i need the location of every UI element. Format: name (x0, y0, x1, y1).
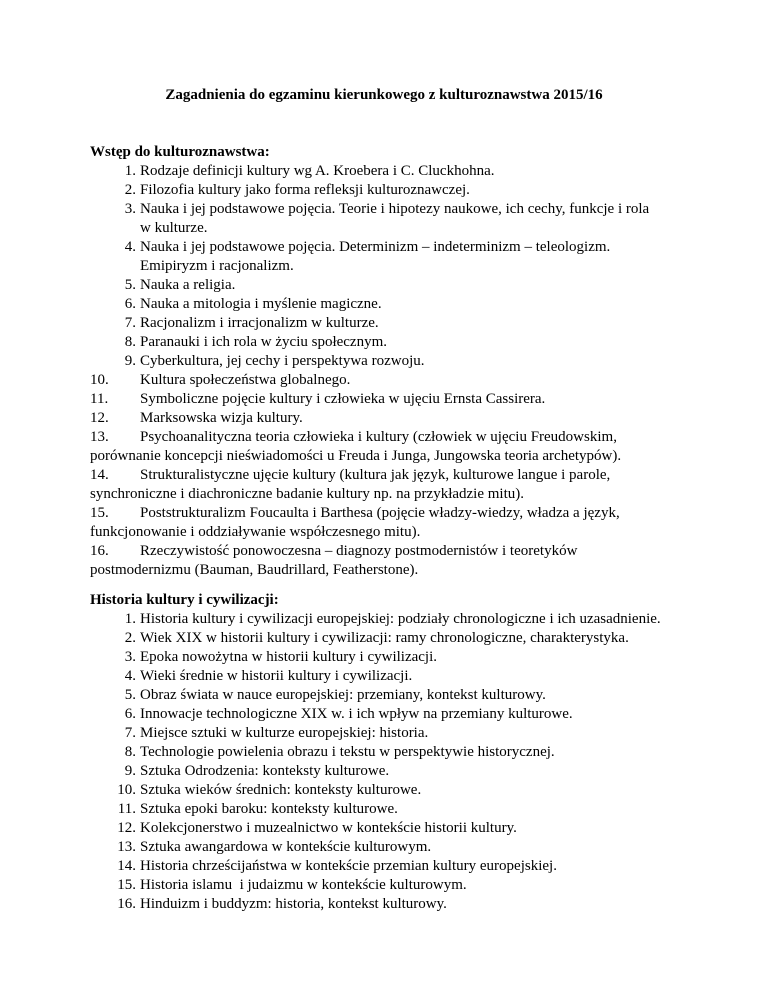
list-item: 11. Sztuka epoki baroku: konteksty kulturowe. (117, 801, 398, 817)
list-item: 4. Nauka i jej podstawowe pojęcia. Determinizm – indeterminizm – teleologizm. Emipiryzm i racjonalizm. (124, 239, 611, 274)
section-heading-wstep: Wstęp do kulturoznawstwa: (90, 144, 270, 160)
list-item: 14. Historia chrześcijaństwa w kontekście przemian kultury europejskiej. (117, 858, 557, 874)
list-item: 2. Wiek XIX w historii kultury i cywilizacji: ramy chronologiczne, charakterystyka. (124, 630, 629, 646)
list-item: 13. Sztuka awangardowa w kontekście kulturowym. (117, 839, 432, 855)
list-item: 11. Symboliczne pojęcie kultury i człowieka w ujęciu Ernsta Cassirera. (90, 391, 546, 407)
list-item: 10. Sztuka wieków średnich: konteksty kulturowe. (117, 782, 422, 798)
list-item: 10. Kultura społeczeństwa globalnego. (90, 372, 351, 388)
list-item: 14. Strukturalistyczne ujęcie kultury (kultura jak język, kulturowe langue i parole, synchroniczne i diachroniczne badanie kultury np. na przykładzie mitu). (90, 467, 611, 502)
list-item: 13. Psychoanalityczna teoria człowieka i kultury (człowiek w ujęciu Freudowskim, porównanie koncepcji nieświadomości u Freuda i Junga, Jungowska teoria archetypów). (90, 429, 622, 464)
list-item: 12. Marksowska wizja kultury. (90, 410, 303, 426)
list-item: 9. Sztuka Odrodzenia: konteksty kulturowe. (124, 763, 390, 779)
list-item: 3. Nauka i jej podstawowe pojęcia. Teorie i hipotezy naukowe, ich cechy, funkcje i rola w kulturze. (124, 201, 650, 236)
list-item: 16. Rzeczywistość ponowoczesna – diagnozy postmodernistów i teoretyków postmodernizmu (Bauman, Baudrillard, Featherstone). (90, 543, 578, 578)
list-item: 16. Hinduizm i buddyzm: historia, kontekst kulturowy. (117, 896, 447, 912)
list-item: 15. Poststrukturalizm Foucaulta i Barthesa (pojęcie władzy-wiedzy, władza a język, funkcjonowanie i oddziaływanie współczesnego mitu). (90, 505, 620, 540)
list-item: 3. Epoka nowożytna w historii kultury i cywilizacji. (124, 649, 438, 665)
list-item: 8. Technologie powielenia obrazu i tekstu w perspektywie historycznej. (124, 744, 555, 760)
list-item: 1. Historia kultury i cywilizacji europejskiej: podziały chronologiczne i ich uzasadnienie. (124, 611, 661, 627)
list-item: 12. Kolekcjonerstwo i muzealnictwo w kontekście historii kultury. (117, 820, 517, 836)
list-item: 2. Filozofia kultury jako forma refleksji kulturoznawczej. (124, 182, 470, 198)
list-item: 7. Racjonalizm i irracjonalizm w kulturze. (124, 315, 379, 331)
list-item: 7. Miejsce sztuki w kulturze europejskiej: historia. (124, 725, 429, 741)
list-item: 1. Rodzaje definicji kultury wg A. Kroebera i C. Cluckhohna. (124, 163, 495, 179)
document-title: Zagadnienia do egzaminu kierunkowego z kulturoznawstwa 2015/16 (165, 87, 603, 103)
list-item: 15. Historia islamu i judaizmu w kontekście kulturowym. (117, 877, 467, 893)
list-item: 6. Nauka a mitologia i myślenie magiczne. (124, 296, 382, 312)
list-item: 5. Nauka a religia. (124, 277, 236, 293)
section-list-historia (90, 610, 690, 914)
list-item: 4. Wieki średnie w historii kultury i cywilizacji. (124, 668, 413, 684)
list-item: 5. Obraz świata w nauce europejskiej: przemiany, kontekst kulturowy. (124, 687, 546, 703)
list-item: 6. Innowacje technologiczne XIX w. i ich wpływ na przemiany kulturowe. (124, 706, 573, 722)
list-item: 9. Cyberkultura, jej cechy i perspektywa rozwoju. (124, 353, 425, 369)
section-list-wstep (90, 162, 690, 580)
list-item: 8. Paranauki i ich rola w życiu społecznym. (124, 334, 388, 350)
section-heading-historia: Historia kultury i cywilizacji: (90, 592, 279, 608)
